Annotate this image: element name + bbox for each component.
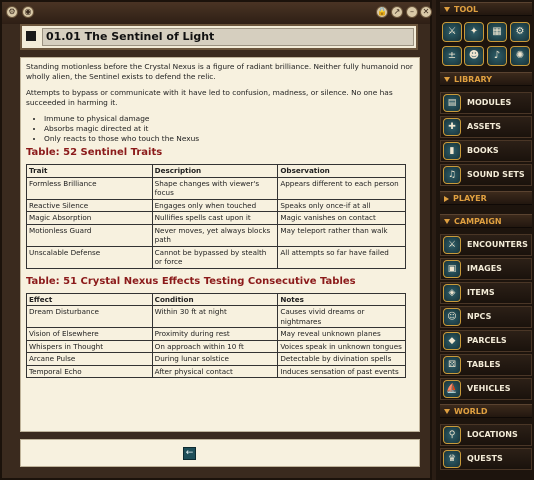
npcs-icon: ☺ bbox=[443, 308, 461, 326]
section-header-campaign[interactable] bbox=[440, 214, 532, 228]
table-cell: Magic Absorption bbox=[27, 212, 153, 225]
sidebar-item-vehicles[interactable] bbox=[440, 378, 532, 400]
expand-triangle-icon bbox=[444, 196, 449, 202]
effects-tool-icon[interactable]: ✦ bbox=[464, 22, 484, 42]
items-icon: ◈ bbox=[443, 284, 461, 302]
table-cell: May teleport rather than walk bbox=[278, 224, 406, 246]
party-tool-icon[interactable]: ☻ bbox=[464, 46, 484, 66]
bullet-item: • Absorbs magic directed at it bbox=[44, 124, 413, 134]
collapse-triangle-icon bbox=[444, 77, 450, 82]
minimize-icon[interactable]: – bbox=[406, 6, 418, 18]
vehicles-icon: ⛵ bbox=[443, 380, 461, 398]
nexus-effects-table bbox=[26, 293, 406, 379]
story-paragraph-1: Standing motionless before the Crystal Nexus is a figure of radiant brilliance. Neither fully humanoid nor wholly alien, the Sentinel exists to defend the relic. bbox=[26, 62, 413, 81]
collapse-triangle-icon bbox=[444, 409, 450, 414]
sidebar-item-label: TABLES bbox=[467, 360, 501, 369]
table-cell: May reveal unknown planes bbox=[278, 328, 406, 341]
sidebar-item-assets[interactable] bbox=[440, 116, 532, 138]
table-cell: Dream Disturbance bbox=[27, 306, 153, 328]
table-row bbox=[27, 212, 406, 225]
sidebar-item-label: ASSETS bbox=[467, 122, 502, 131]
table-cell: Vision of Elsewhere bbox=[27, 328, 153, 341]
sidebar-item-modules[interactable] bbox=[440, 92, 532, 114]
lock-icon[interactable]: 🔒 bbox=[377, 7, 387, 16]
table-row bbox=[27, 353, 406, 366]
sidebar-item-books[interactable] bbox=[440, 140, 532, 162]
section-label: CAMPAIGN bbox=[454, 217, 502, 226]
music-tool-icon[interactable]: ♪ bbox=[487, 46, 507, 66]
collapse-triangle-icon bbox=[444, 219, 450, 224]
sidebar-item-tables[interactable] bbox=[440, 354, 532, 376]
share-icon[interactable]: ↗ bbox=[391, 6, 403, 18]
modules-icon: ▤ bbox=[443, 94, 461, 112]
story-bullet-list bbox=[26, 114, 413, 144]
sidebar-item-npcs[interactable] bbox=[440, 306, 532, 328]
window-settings-icon[interactable]: ⚙ bbox=[6, 6, 18, 18]
table-cell: Voices speak in unknown tongues bbox=[278, 340, 406, 353]
sidebar-item-images[interactable] bbox=[440, 258, 532, 280]
sidebar-item-label: MODULES bbox=[467, 98, 512, 107]
encounters-icon: ⚔ bbox=[443, 236, 461, 254]
table-cell: Magic vanishes on contact bbox=[278, 212, 406, 225]
calendar-tool-icon[interactable]: ▦ bbox=[487, 22, 507, 42]
options-tool-icon[interactable]: ⚙ bbox=[510, 22, 530, 42]
table-cell: Induces sensation of past events bbox=[278, 365, 406, 378]
quests-trophy-icon: ♛ bbox=[443, 450, 461, 468]
window-titlebar[interactable] bbox=[2, 2, 430, 24]
modifier-tool-icon[interactable]: ± bbox=[442, 46, 462, 66]
table-cell: Engages only when touched bbox=[152, 199, 278, 212]
table-cell: Speaks only once-if at all bbox=[278, 199, 406, 212]
table-header-row bbox=[27, 293, 406, 306]
sound-icon: ♫ bbox=[443, 166, 461, 184]
sidebar-item-label: ITEMS bbox=[467, 288, 495, 297]
table-row bbox=[27, 340, 406, 353]
sidebar-item-label: ENCOUNTERS bbox=[467, 240, 528, 249]
sentinel-traits-table bbox=[26, 164, 406, 269]
table-cell: After physical contact bbox=[152, 365, 278, 378]
table-row bbox=[27, 224, 406, 246]
sidebar-item-label: PARCELS bbox=[467, 336, 507, 345]
sidebar-item-label: BOOKS bbox=[467, 146, 499, 155]
table-cell: Whispers in Thought bbox=[27, 340, 153, 353]
section-label: LIBRARY bbox=[454, 75, 493, 84]
parcels-icon: ◆ bbox=[443, 332, 461, 350]
sidebar-item-items[interactable] bbox=[440, 282, 532, 304]
sidebar-item-quests[interactable] bbox=[440, 448, 532, 470]
images-icon: ▣ bbox=[443, 260, 461, 278]
table-cell: Cannot be bypassed by stealth or force bbox=[152, 246, 278, 268]
sidebar-item-parcels[interactable] bbox=[440, 330, 532, 352]
table-cell: Temporal Echo bbox=[27, 365, 153, 378]
section-header-tool[interactable] bbox=[440, 2, 532, 16]
table-row bbox=[27, 199, 406, 212]
sidebar-item-locations[interactable] bbox=[440, 424, 532, 446]
collapse-triangle-icon bbox=[444, 7, 450, 12]
table-row bbox=[27, 246, 406, 268]
section-label: WORLD bbox=[454, 407, 488, 416]
story-content[interactable] bbox=[20, 57, 420, 432]
bullet-item: • Only reacts to those who touch the Nexus bbox=[44, 134, 413, 144]
table-cell: Unscalable Defense bbox=[27, 246, 153, 268]
section-header-world[interactable] bbox=[440, 404, 532, 418]
column-header: Condition bbox=[152, 293, 278, 306]
assets-icon: ✚ bbox=[443, 118, 461, 136]
table-row bbox=[27, 306, 406, 328]
column-header: Effect bbox=[27, 293, 153, 306]
color-tool-icon[interactable]: ✺ bbox=[510, 46, 530, 66]
dice-tool-icon[interactable]: ⚔ bbox=[442, 22, 462, 42]
table-cell: Formless Brilliance bbox=[27, 177, 153, 199]
table-cell: Causes vivid dreams or nightmares bbox=[278, 306, 406, 328]
table-row bbox=[27, 177, 406, 199]
location-pin-icon: ⚲ bbox=[443, 426, 461, 444]
table-cell: Appears different to each person bbox=[278, 177, 406, 199]
sidebar-item-label: LOCATIONS bbox=[467, 430, 518, 439]
table-cell: Nullifies spells cast upon it bbox=[152, 212, 278, 225]
column-header: Trait bbox=[27, 165, 153, 178]
section-header-player[interactable] bbox=[440, 191, 532, 205]
story-footer bbox=[20, 439, 420, 467]
table-cell: Within 30 ft at night bbox=[152, 306, 278, 328]
story-header bbox=[20, 24, 418, 50]
table-cell: Proximity during rest bbox=[152, 328, 278, 341]
table-cell: Motionless Guard bbox=[27, 224, 153, 246]
books-icon: ▮ bbox=[443, 142, 461, 160]
sidebar-item-label: NPCS bbox=[467, 312, 492, 321]
table-cell: Detectable by divination spells bbox=[278, 353, 406, 366]
table-cell: During lunar solstice bbox=[152, 353, 278, 366]
table-cell: On approach within 10 ft bbox=[152, 340, 278, 353]
column-header: Description bbox=[152, 165, 278, 178]
section-label: PLAYER bbox=[453, 194, 487, 203]
tables-icon: ⚄ bbox=[443, 356, 461, 374]
sidebar-item-sound-sets[interactable] bbox=[440, 164, 532, 186]
column-header: Observation bbox=[278, 165, 406, 178]
sidebar-item-label: IMAGES bbox=[467, 264, 502, 273]
table-cell: All attempts so far have failed bbox=[278, 246, 406, 268]
table-cell: Shape changes with viewer's focus bbox=[152, 177, 278, 199]
sidebar-item-label: VEHICLES bbox=[467, 384, 511, 393]
table-header-row bbox=[27, 165, 406, 178]
table2-heading: Table: 51 Crystal Nexus Effects Testing Consecutive Tables bbox=[26, 275, 356, 287]
sidebar-item-label: QUESTS bbox=[467, 454, 503, 463]
close-icon[interactable]: ✕ bbox=[420, 6, 432, 18]
table1-heading: Table: 52 Sentinel Traits bbox=[26, 147, 163, 158]
story-link-icon[interactable] bbox=[26, 31, 36, 41]
bullet-item: • Immune to physical damage bbox=[44, 114, 413, 124]
story-paragraph-2: Attempts to bypass or communicate with it have led to confusion, madness, or silence. No one has succeeded in harming it. bbox=[26, 88, 393, 107]
table-row bbox=[27, 328, 406, 341]
table-cell: Never moves, yet always blocks path bbox=[152, 224, 278, 246]
story-title-field[interactable]: 01.01 The Sentinel of Light bbox=[42, 28, 414, 46]
sidebar-item-encounters[interactable] bbox=[440, 234, 532, 256]
table-cell: Reactive Silence bbox=[27, 199, 153, 212]
window-link-icon[interactable]: ◉ bbox=[22, 6, 34, 18]
sidebar-item-label: SOUND SETS bbox=[467, 170, 525, 179]
section-header-library[interactable] bbox=[440, 72, 532, 86]
table-row bbox=[27, 365, 406, 378]
column-header: Notes bbox=[278, 293, 406, 306]
section-label: TOOL bbox=[454, 5, 479, 14]
back-arrow-button[interactable]: ← bbox=[183, 447, 196, 460]
table-cell: Arcane Pulse bbox=[27, 353, 153, 366]
